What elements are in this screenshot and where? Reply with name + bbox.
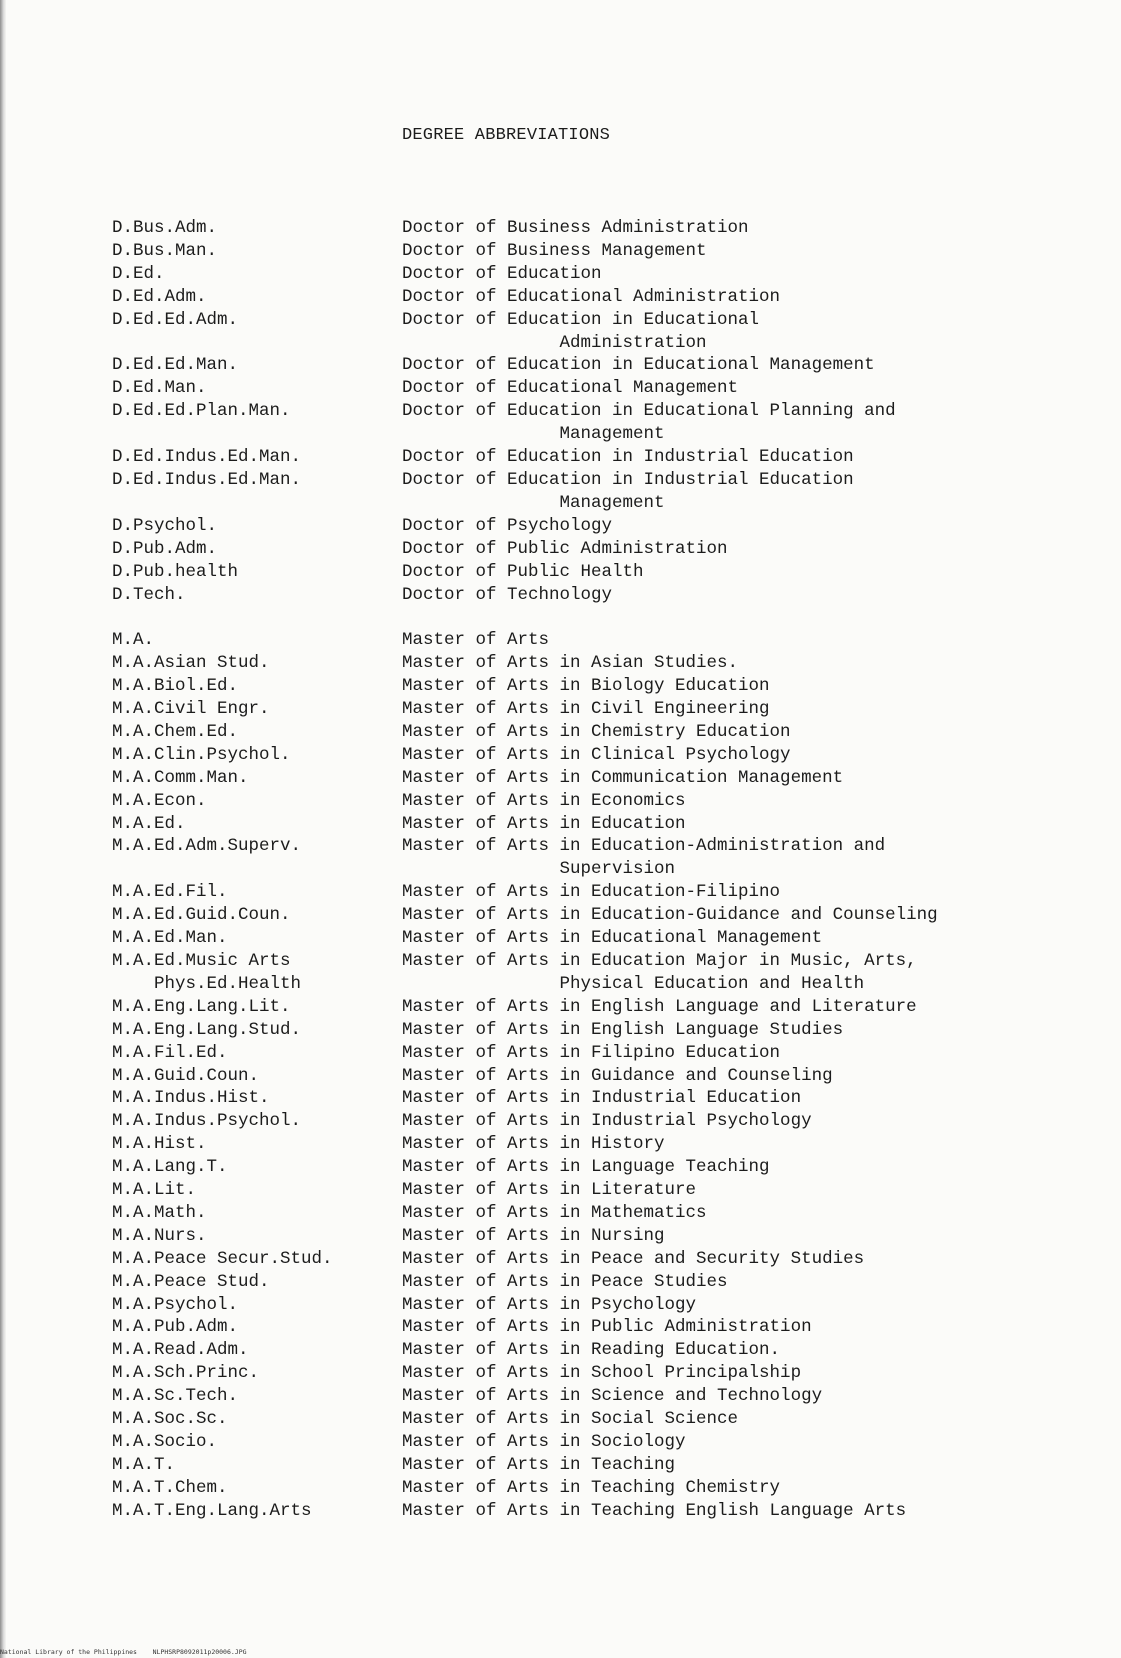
abbreviation-entry — [112, 332, 1112, 355]
abbreviation: D.Ed.Man. — [112, 378, 207, 399]
degree-name: Doctor of Public Health — [402, 561, 644, 582]
degree-name: Master of Arts in History — [402, 1134, 665, 1155]
abbreviation: M.A. — [112, 630, 155, 651]
degree-name: Supervision — [402, 859, 676, 880]
abbreviation: M.A.Comm.Man. — [112, 767, 249, 788]
abbreviation — [112, 858, 402, 881]
degree-name: Master of Arts in Guidance and Counseling — [402, 1065, 833, 1086]
degree-name: Doctor of Education in Educational Management — [402, 355, 875, 376]
abbreviation-entry — [112, 423, 1112, 446]
abbreviation-entry — [112, 790, 1112, 813]
abbreviation: M.A.Peace Secur.Stud. — [112, 1248, 333, 1269]
abbreviation-entry — [112, 721, 1112, 744]
abbreviation: M.A.Psychol. — [112, 1294, 239, 1315]
degree-name: Master of Arts in Chemistry Education — [402, 721, 791, 742]
abbreviation-entry — [112, 492, 1112, 515]
abbreviation: M.A.Biol.Ed. — [112, 676, 239, 697]
abbreviation: M.A.Pub.Adm. — [112, 1317, 239, 1338]
abbreviation-entry — [112, 354, 1112, 377]
abbreviation: D.Ed.Indus.Ed.Man. — [112, 469, 302, 490]
abbreviation: M.A.Ed.Man. — [112, 928, 228, 949]
degree-name: Master of Arts in Education-Guidance and Counseling — [402, 905, 938, 926]
degree-name: Doctor of Business Administration — [402, 218, 749, 238]
degree-name: Doctor of Education in Industrial Education — [402, 469, 854, 490]
abbreviation-entry — [112, 1042, 1112, 1065]
abbreviation: D.Pub.Adm. — [112, 538, 218, 559]
abbreviation: D.Ed. — [112, 263, 165, 284]
abbreviation: M.A.Read.Adm. — [112, 1340, 249, 1361]
abbreviation: M.A.Ed.Adm.Superv. — [112, 836, 302, 857]
degree-name: Master of Arts in Language Teaching — [402, 1157, 770, 1178]
degree-name: Management — [402, 492, 665, 513]
abbreviation-entry — [112, 309, 1112, 332]
abbreviation: M.A.Sch.Princ. — [112, 1363, 260, 1384]
abbreviation: D.Ed.Adm. — [112, 286, 207, 307]
abbreviation-entry — [112, 217, 1112, 240]
degree-name: Doctor of Educational Administration — [402, 286, 781, 307]
abbreviation: M.A.Eng.Lang.Lit. — [112, 996, 291, 1017]
abbreviation: M.A.Peace Stud. — [112, 1271, 270, 1292]
abbreviation: M.A.Nurs. — [112, 1225, 207, 1246]
abbreviation-entry — [112, 1454, 1112, 1477]
abbreviation-entry — [112, 1133, 1112, 1156]
abbreviation-entry — [112, 1087, 1112, 1110]
abbreviation-entry — [112, 675, 1112, 698]
degree-name: Master of Arts in Biology Education — [402, 676, 770, 697]
degree-name: Master of Arts in English Language and Literature — [402, 996, 917, 1017]
degree-name: Master of Arts in Peace and Security Studies — [402, 1248, 865, 1269]
abbreviation-entry — [112, 629, 1112, 652]
scan-footer: National Library of the Philippines NLPHSRP8092011p20006.JPG — [0, 1648, 247, 1656]
degree-name: Management — [402, 424, 665, 445]
abbreviation: D.Tech. — [112, 584, 186, 605]
degree-name: Master of Arts in English Language Studies — [402, 1019, 844, 1040]
degree-name: Master of Arts in Education-Administration and — [402, 836, 886, 857]
abbreviation-entry — [112, 1065, 1112, 1088]
abbreviation-entry — [112, 1477, 1112, 1500]
abbreviation: M.A.Chem.Ed. — [112, 721, 239, 742]
abbreviation: M.A.Indus.Hist. — [112, 1088, 270, 1109]
degree-name: Master of Arts in Industrial Education — [402, 1088, 802, 1109]
abbreviation-entry — [112, 1248, 1112, 1271]
degree-name: Master of Arts in Filipino Education — [402, 1042, 781, 1063]
abbreviation: M.A.Asian Stud. — [112, 653, 270, 674]
degree-name: Master of Arts in Civil Engineering — [402, 699, 770, 720]
abbreviation-entry — [112, 469, 1112, 492]
degree-name: Doctor of Public Administration — [402, 538, 728, 559]
degree-name: Master of Arts in Sociology — [402, 1432, 686, 1453]
degree-name: Master of Arts in Economics — [402, 790, 686, 811]
abbreviation: Phys.Ed.Health — [112, 973, 302, 994]
abbreviation: M.A.Soc.Sc. — [112, 1409, 228, 1430]
abbreviation-entry — [112, 996, 1112, 1019]
abbreviation: M.A.Math. — [112, 1202, 207, 1223]
abbreviation: M.A.Fil.Ed. — [112, 1042, 228, 1063]
degree-name: Master of Arts in Reading Education. — [402, 1340, 781, 1361]
degree-name: Master of Arts in Literature — [402, 1180, 697, 1201]
degree-name: Master of Arts in Mathematics — [402, 1202, 707, 1223]
abbreviation: M.A.Indus.Psychol. — [112, 1111, 302, 1132]
abbreviation: M.A.Ed.Music Arts — [112, 950, 291, 971]
abbreviation-entry — [112, 813, 1112, 836]
abbreviation-entry — [112, 927, 1112, 950]
abbreviation: M.A.Eng.Lang.Stud. — [112, 1019, 302, 1040]
abbreviation-entry — [112, 1110, 1112, 1133]
degree-name: Master of Arts in Communication Management — [402, 767, 844, 788]
degree-name: Master of Arts in School Principalship — [402, 1363, 802, 1384]
abbreviation-entry — [112, 1500, 1112, 1523]
abbreviation: M.A.T.Chem. — [112, 1477, 228, 1498]
abbreviation: M.A.Socio. — [112, 1432, 218, 1453]
degree-name: Doctor of Business Management — [402, 240, 707, 261]
degree-name: Doctor of Psychology — [402, 515, 613, 536]
abbreviation-entry — [112, 858, 1112, 881]
abbreviation-entry — [112, 950, 1112, 973]
abbreviation-entry — [112, 698, 1112, 721]
degree-name: Administration — [402, 332, 707, 353]
degree-name: Doctor of Educational Management — [402, 378, 739, 399]
abbreviation: D.Ed.Indus.Ed.Man. — [112, 447, 302, 468]
degree-name: Master of Arts in Education — [402, 813, 686, 834]
degree-name: Master of Arts in Teaching English Language Arts — [402, 1500, 907, 1521]
abbreviation-entry — [112, 1179, 1112, 1202]
abbreviation-entry — [112, 400, 1112, 423]
page-left-edge-shadow — [0, 0, 6, 1658]
abbreviation: D.Ed.Ed.Man. — [112, 355, 239, 376]
abbreviation: M.A.Ed. — [112, 813, 186, 834]
abbreviation-entry — [112, 1385, 1112, 1408]
degree-name: Doctor of Education — [402, 263, 602, 284]
abbreviation-entry — [112, 1271, 1112, 1294]
abbreviation: D.Bus.Man. — [112, 240, 218, 261]
abbreviation: M.A.Guid.Coun. — [112, 1065, 260, 1086]
abbreviation-entry — [112, 561, 1112, 584]
abbreviation-entry — [112, 286, 1112, 309]
degree-name: Doctor of Education in Educational — [402, 309, 760, 330]
degree-name: Master of Arts in Science and Technology — [402, 1386, 823, 1407]
abbreviation-entry — [112, 446, 1112, 469]
abbreviation-entry — [112, 1019, 1112, 1042]
abbreviation: M.A.Econ. — [112, 790, 207, 811]
degree-name: Master of Arts in Education-Filipino — [402, 882, 781, 903]
abbreviation: M.A.Clin.Psychol. — [112, 744, 291, 765]
degree-name: Master of Arts in Teaching — [402, 1454, 676, 1475]
abbreviation: M.A.Lang.T. — [112, 1157, 228, 1178]
abbreviation-entry — [112, 1339, 1112, 1362]
abbreviation: M.A.Civil Engr. — [112, 699, 270, 720]
abbreviation: M.A.Sc.Tech. — [112, 1386, 239, 1407]
degree-name: Master of Arts in Teaching Chemistry — [402, 1477, 781, 1498]
degree-name: Master of Arts in Psychology — [402, 1294, 697, 1315]
abbreviation: D.Psychol. — [112, 515, 218, 536]
abbreviation-entry — [112, 1316, 1112, 1339]
abbreviation: M.A.Ed.Guid.Coun. — [112, 905, 291, 926]
abbreviation-entry — [112, 973, 1112, 996]
abbreviation-list — [112, 217, 1112, 1523]
abbreviation-entry — [112, 263, 1112, 286]
degree-name: Master of Arts in Asian Studies. — [402, 653, 739, 674]
abbreviation-entry — [112, 744, 1112, 767]
abbreviation-entry — [112, 1202, 1112, 1225]
abbreviation-entry — [112, 835, 1112, 858]
abbreviation: D.Pub.health — [112, 561, 239, 582]
degree-name: Doctor of Education in Industrial Education — [402, 447, 854, 468]
abbreviation-entry — [112, 652, 1112, 675]
degree-name: Master of Arts — [402, 630, 550, 651]
abbreviation-entry — [112, 1362, 1112, 1385]
abbreviation: M.A.T. — [112, 1454, 176, 1475]
degree-name: Master of Arts in Clinical Psychology — [402, 744, 791, 765]
abbreviation: M.A.T.Eng.Lang.Arts — [112, 1500, 312, 1521]
degree-name: Master of Arts in Education Major in Music, Arts, — [402, 950, 917, 971]
abbreviation — [112, 492, 402, 515]
abbreviation-entry — [112, 1294, 1112, 1317]
degree-name: Master of Arts in Peace Studies — [402, 1271, 728, 1292]
abbreviation-entry — [112, 1408, 1112, 1431]
page-title: DEGREE ABBREVIATIONS — [402, 126, 611, 145]
abbreviation-entry — [112, 1156, 1112, 1179]
degree-name: Master of Arts in Public Administration — [402, 1317, 812, 1338]
degree-name: Master of Arts in Social Science — [402, 1409, 739, 1430]
abbreviation-entry — [112, 584, 1112, 607]
abbreviation: M.A.Ed.Fil. — [112, 882, 228, 903]
degree-name: Master of Arts in Industrial Psychology — [402, 1111, 812, 1132]
abbreviation-entry — [112, 538, 1112, 561]
abbreviation-entry — [112, 240, 1112, 263]
abbreviation-entry — [112, 377, 1112, 400]
degree-name: Master of Arts in Educational Management — [402, 928, 823, 949]
abbreviation: D.Ed.Ed.Adm. — [112, 309, 239, 330]
abbreviation: D.Bus.Adm. — [112, 218, 218, 238]
degree-name: Master of Arts in Nursing — [402, 1225, 665, 1246]
abbreviation-entry — [112, 1225, 1112, 1248]
degree-name: Doctor of Technology — [402, 584, 613, 605]
abbreviation-entry — [112, 1431, 1112, 1454]
abbreviation — [112, 423, 402, 446]
abbreviation: D.Ed.Ed.Plan.Man. — [112, 401, 291, 422]
abbreviation-entry — [112, 881, 1112, 904]
abbreviation-entry — [112, 767, 1112, 790]
abbreviation — [112, 332, 402, 355]
abbreviation-entry — [112, 904, 1112, 927]
degree-name: Doctor of Education in Educational Planning and — [402, 401, 896, 422]
abbreviation: M.A.Hist. — [112, 1134, 207, 1155]
degree-name: Physical Education and Health — [402, 973, 865, 994]
abbreviation: M.A.Lit. — [112, 1180, 197, 1201]
abbreviation-entry — [112, 515, 1112, 538]
